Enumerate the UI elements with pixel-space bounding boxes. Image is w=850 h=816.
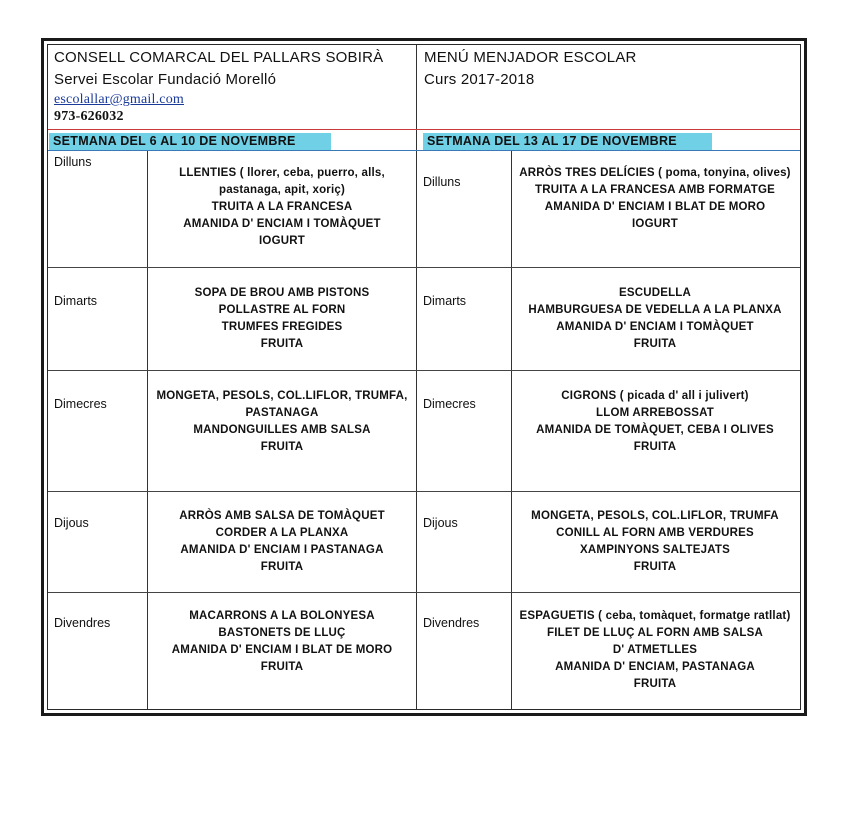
dish-item: AMANIDA D' ENCIAM I BLAT DE MORO xyxy=(171,644,393,656)
dish-item: CIGRONS ( picada d' all i julivert) xyxy=(561,390,749,402)
dish-item: FRUITA xyxy=(633,678,677,690)
dish-item: CORDER A LA PLANXA xyxy=(215,527,349,539)
dish-item: IOGURT xyxy=(259,235,305,247)
week2-divendres-dishes xyxy=(512,608,798,693)
week1-dijous-dishes xyxy=(148,508,416,576)
center-divider xyxy=(416,45,417,709)
week2-day-dijous: Dijous xyxy=(423,516,458,530)
week2-day-dilluns: Dilluns xyxy=(423,175,461,189)
header-left xyxy=(54,47,383,125)
dish-item: TRUMFES FREGIDES xyxy=(221,321,343,333)
menu-title: MENÚ MENJADOR ESCOLAR xyxy=(424,49,637,66)
dish-item: FRUITA xyxy=(633,441,677,453)
week2-label: SETMANA DEL 13 AL 17 DE NOVEMBRE xyxy=(423,133,712,150)
week2-day-dimecres: Dimecres xyxy=(423,397,476,411)
week1-label: SETMANA DEL 6 AL 10 DE NOVEMBRE xyxy=(49,133,331,150)
week1-day-dimecres: Dimecres xyxy=(54,397,107,411)
phone-number: 973-626032 xyxy=(54,109,124,124)
week1-dilluns-dishes xyxy=(148,165,416,250)
dish-item: MONGETA, PESOLS, COL.LIFLOR, TRUMFA, xyxy=(156,390,408,402)
dish-item: D' ATMETLLES xyxy=(612,644,698,656)
dish-item: ESPAGUETIS ( ceba, tomàquet, formatge ratllat) xyxy=(519,610,791,622)
email-link[interactable]: escolallar@gmail.com xyxy=(54,92,185,107)
dish-item: MANDONGUILLES AMB SALSA xyxy=(193,424,371,436)
dish-item: HAMBURGUESA DE VEDELLA A LA PLANXA xyxy=(528,304,782,316)
dish-item: BASTONETS DE LLUÇ xyxy=(218,627,346,639)
week1-day-divendres: Divendres xyxy=(54,616,111,630)
week-label-rule xyxy=(48,150,800,151)
dish-item: CONILL AL FORN AMB VERDURES xyxy=(556,527,754,539)
dish-item: FRUITA xyxy=(260,561,304,573)
week1-dimarts-dishes xyxy=(148,285,416,353)
dish-item: AMANIDA D' ENCIAM I TOMÀQUET xyxy=(556,321,754,333)
dish-item: AMANIDA D' ENCIAM I TOMÀQUET xyxy=(183,218,381,230)
week1-day-dimarts: Dimarts xyxy=(54,294,98,308)
org-name: CONSELL COMARCAL DEL PALLARS SOBIRÀ xyxy=(54,49,384,66)
dish-item: FRUITA xyxy=(260,661,304,673)
week2-dijous-dishes xyxy=(512,508,798,576)
dish-item: FRUITA xyxy=(260,441,304,453)
dish-item: ARRÒS AMB SALSA DE TOMÀQUET xyxy=(179,510,385,522)
dish-item: AMANIDA DE TOMÀQUET, CEBA I OLIVES xyxy=(536,424,774,436)
course-year: Curs 2017-2018 xyxy=(424,71,535,88)
dish-item: LLOM ARREBOSSAT xyxy=(596,407,714,419)
dish-item: AMANIDA D' ENCIAM I BLAT DE MORO xyxy=(544,201,766,213)
dish-item: ARRÒS TRES DELÍCIES ( poma, tonyina, olives) xyxy=(519,167,791,179)
dish-item: ESCUDELLA xyxy=(618,287,692,299)
week1-divendres-dishes xyxy=(148,608,416,676)
dish-item: PASTANAGA xyxy=(245,407,319,419)
row-divider xyxy=(48,370,800,371)
week1-day-dijous: Dijous xyxy=(54,516,89,530)
dish-item: LLENTIES ( llorer, ceba, puerro, alls, xyxy=(179,167,385,179)
dish-item: SOPA DE BROU AMB PISTONS xyxy=(194,287,370,299)
dish-item: AMANIDA D' ENCIAM, PASTANAGA xyxy=(555,661,755,673)
header-rule xyxy=(48,129,800,130)
dish-item: IOGURT xyxy=(632,218,678,230)
week2-dimarts-dishes xyxy=(512,285,798,353)
week1-day-dilluns: Dilluns xyxy=(54,155,92,169)
dish-item: FRUITA xyxy=(633,338,677,350)
row-divider xyxy=(48,267,800,268)
week2-dilluns-dishes xyxy=(512,165,798,233)
dish-item: MONGETA, PESOLS, COL.LIFLOR, TRUMFA xyxy=(531,510,779,522)
row-divider xyxy=(48,491,800,492)
dish-item: TRUITA A LA FRANCESA AMB FORMATGE xyxy=(535,184,775,196)
week1-dimecres-dishes xyxy=(148,388,416,456)
dish-item: FILET DE LLUÇ AL FORN AMB SALSA xyxy=(547,627,763,639)
dish-item: FRUITA xyxy=(260,338,304,350)
menu-table xyxy=(41,38,807,716)
dish-item: FRUITA xyxy=(633,561,677,573)
week2-day-divendres: Divendres xyxy=(423,616,480,630)
dish-item: AMANIDA D' ENCIAM I PASTANAGA xyxy=(180,544,384,556)
header-right xyxy=(424,47,637,91)
dish-item: pastanaga, apit, xoriç) xyxy=(218,184,346,196)
dish-item: TRUITA A LA FRANCESA xyxy=(211,201,353,213)
dish-item: XAMPINYONS SALTEJATS xyxy=(580,544,730,556)
menu-table-inner xyxy=(47,44,801,710)
row-divider xyxy=(48,592,800,593)
week2-dimecres-dishes xyxy=(512,388,798,456)
dish-item: MACARRONS A LA BOLONYESA xyxy=(189,610,375,622)
service-name: Servei Escolar Fundació Morelló xyxy=(54,71,277,88)
dish-item: POLLASTRE AL FORN xyxy=(218,304,346,316)
week2-day-dimarts: Dimarts xyxy=(423,294,467,308)
